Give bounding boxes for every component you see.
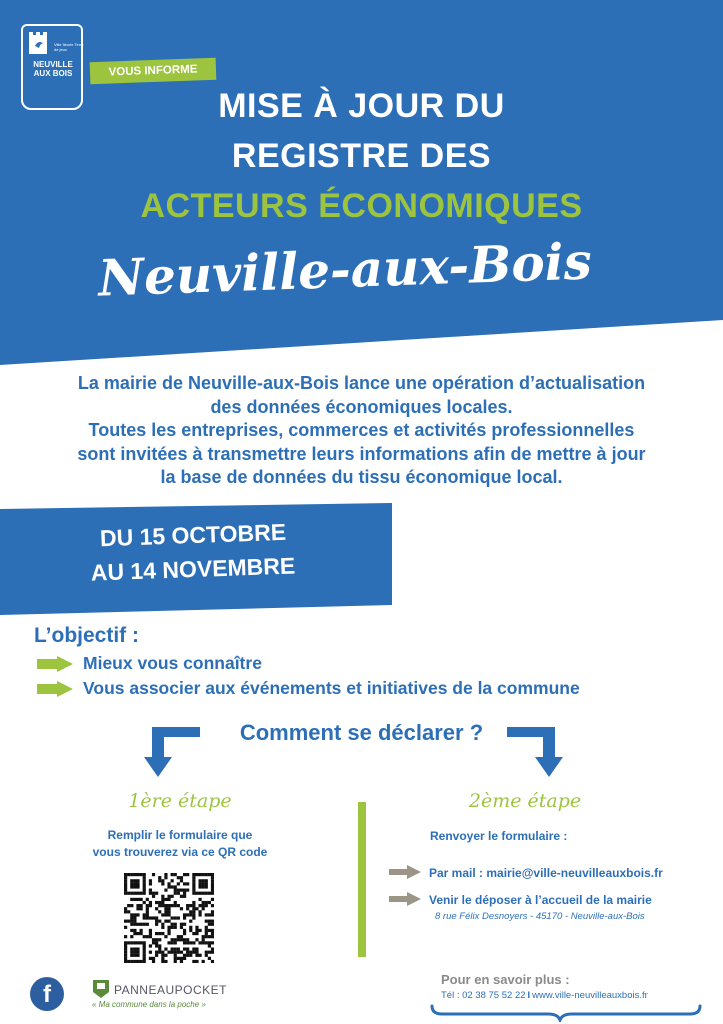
step1-text-line2: vous trouverez via ce QR code xyxy=(92,845,268,859)
facebook-icon[interactable]: f xyxy=(30,977,64,1011)
contact-visit xyxy=(389,892,652,907)
step1-text-line1: Remplir le formulaire que xyxy=(107,828,253,842)
step-divider xyxy=(358,802,366,957)
visit-text: Venir le déposer à l’accueil de la mairie xyxy=(429,893,652,907)
step1-title: 1ère étape xyxy=(128,790,232,812)
intro-line: La mairie de Neuville-aux-Bois lance une opération d’actualisation xyxy=(77,373,646,393)
green-arrow-icon xyxy=(37,656,73,672)
right-down-arrow-icon xyxy=(507,727,567,779)
grey-arrow-icon xyxy=(389,865,421,879)
step2-text: Renvoyer le formulaire : xyxy=(430,829,568,843)
contact-separator: I xyxy=(527,990,531,1001)
objective-item xyxy=(37,653,262,674)
step2-title: 2ème étape xyxy=(468,790,582,812)
step1-text xyxy=(60,827,300,861)
qr-code-icon[interactable] xyxy=(124,873,214,963)
footer-brace xyxy=(430,1004,702,1022)
objective-heading: L’objectif : xyxy=(34,624,139,647)
more-info-contact xyxy=(441,990,648,1001)
objective-item xyxy=(37,678,580,699)
logo-city-line1: NEUVILLE xyxy=(33,60,73,69)
logo-small-text: Ville fleurie Terre de jeux xyxy=(54,42,84,52)
contact-mail xyxy=(389,865,663,880)
mairie-address: 8 rue Félix Desnoyers - 45170 - Neuville-aux-Bois xyxy=(435,911,645,922)
panneaupocket-name[interactable]: PANNEAUPOCKET xyxy=(114,983,227,997)
website-link[interactable]: www.ville-neuvilleauxbois.fr xyxy=(532,990,648,1001)
objective-item-text: Mieux vous connaître xyxy=(83,653,262,673)
grey-arrow-icon xyxy=(389,892,421,906)
phone-number[interactable]: Tél : 02 38 75 52 22 xyxy=(441,990,526,1001)
more-info-title: Pour en savoir plus : xyxy=(441,972,570,987)
title-highlight: ACTEURS ÉCONOMIQUES xyxy=(140,187,583,225)
header-background xyxy=(0,0,723,365)
date-start: DU 15 OCTOBRE xyxy=(99,518,287,552)
vous-informe-badge: VOUS INFORME xyxy=(90,58,217,84)
intro-line: des données économiques locales. xyxy=(210,396,513,417)
intro-line: la base de données du tissu économique local. xyxy=(160,467,563,487)
green-arrow-icon xyxy=(37,681,73,697)
title-line-1: MISE À JOUR DU xyxy=(218,87,505,125)
date-end: AU 14 NOVEMBRE xyxy=(90,552,296,586)
title-line-2: REGISTRE DES xyxy=(231,137,492,175)
objective-item-text: Vous associer aux événements et initiatives de la commune xyxy=(83,678,580,698)
mail-link[interactable]: Par mail : mairie@ville-neuvilleauxbois.fr xyxy=(429,866,663,880)
how-to-title: Comment se déclarer ? xyxy=(239,720,484,745)
intro-line: Toutes les entreprises, commerces et activités professionnelles xyxy=(88,420,635,440)
panneaupocket-tagline: « Ma commune dans la poche » xyxy=(92,1000,206,1009)
panneaupocket-icon xyxy=(92,979,110,999)
intro-text xyxy=(20,372,703,490)
intro-line: sont invitées à transmettre leurs informations afin de mettre à jour xyxy=(77,443,646,464)
title-town-script: Neuville-aux-Bois xyxy=(97,231,593,308)
logo-city-line2: AUX BOIS xyxy=(33,69,73,78)
logo-city-name xyxy=(20,60,86,78)
